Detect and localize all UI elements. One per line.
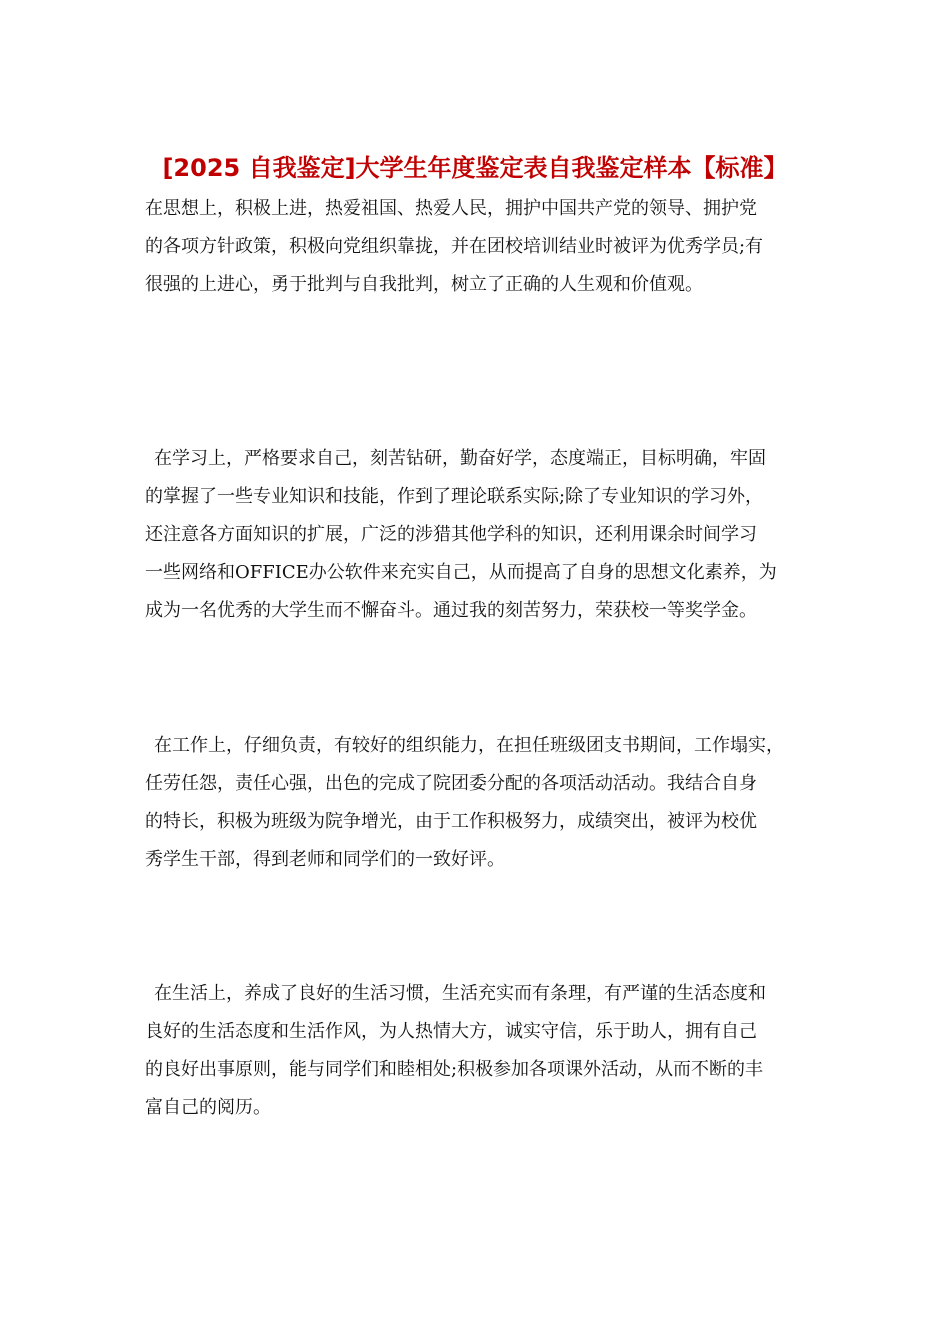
paragraph-work bbox=[145, 727, 815, 879]
paragraph-line: 还注意各方面知识的扩展，广泛的涉猎其他学科的知识，还利用课余时间学习 bbox=[145, 524, 757, 545]
paragraph-study bbox=[145, 440, 815, 630]
paragraph-line: 的特长，积极为班级为院争增光，由于工作积极努力，成绩突出，被评为校优 bbox=[145, 811, 757, 832]
paragraph-line: 秀学生干部，得到老师和同学们的一致好评。 bbox=[145, 849, 505, 870]
document-title: [2025 自我鉴定]大学生年度鉴定表自我鉴定样本【标准】 bbox=[162, 154, 788, 182]
paragraph-life bbox=[145, 975, 815, 1127]
paragraph-line: 很强的上进心，勇于批判与自我批判，树立了正确的人生观和价值观。 bbox=[145, 274, 703, 295]
paragraph-line: 的掌握了一些专业知识和技能，作到了理论联系实际;除了专业知识的学习外， bbox=[145, 486, 764, 507]
paragraph-line: 在工作上，仔细负责，有较好的组织能力，在担任班级团支书期间，工作塌实， bbox=[154, 735, 784, 756]
paragraph-thought bbox=[145, 190, 815, 304]
paragraph-line: 在思想上，积极上进，热爱祖国、热爱人民，拥护中国共产党的领导、拥护党 bbox=[145, 198, 757, 219]
paragraph-line: 任劳任怨，责任心强，出色的完成了院团委分配的各项活动活动。我结合自身 bbox=[145, 773, 757, 794]
paragraph-line: 的良好出事原则，能与同学们和睦相处;积极参加各项课外活动，从而不断的丰 bbox=[145, 1059, 764, 1080]
paragraph-line: 富自己的阅历。 bbox=[145, 1097, 271, 1118]
paragraph-line: 一些网络和OFFICE办公软件来充实自己，从而提高了自身的思想文化素养，为 bbox=[145, 562, 777, 583]
paragraph-line: 在学习上，严格要求自己，刻苦钻研，勤奋好学，态度端正，目标明确，牢固 bbox=[154, 448, 766, 469]
paragraph-line: 在生活上，养成了良好的生活习惯，生活充实而有条理，有严谨的生活态度和 bbox=[154, 983, 766, 1004]
paragraph-line: 成为一名优秀的大学生而不懈奋斗。通过我的刻苦努力，荣获校一等奖学金。 bbox=[145, 600, 757, 621]
paragraph-line: 的各项方针政策，积极向党组织靠拢，并在团校培训结业时被评为优秀学员;有 bbox=[145, 236, 764, 257]
paragraph-line: 良好的生活态度和生活作风，为人热情大方，诚实守信，乐于助人，拥有自己 bbox=[145, 1021, 757, 1042]
